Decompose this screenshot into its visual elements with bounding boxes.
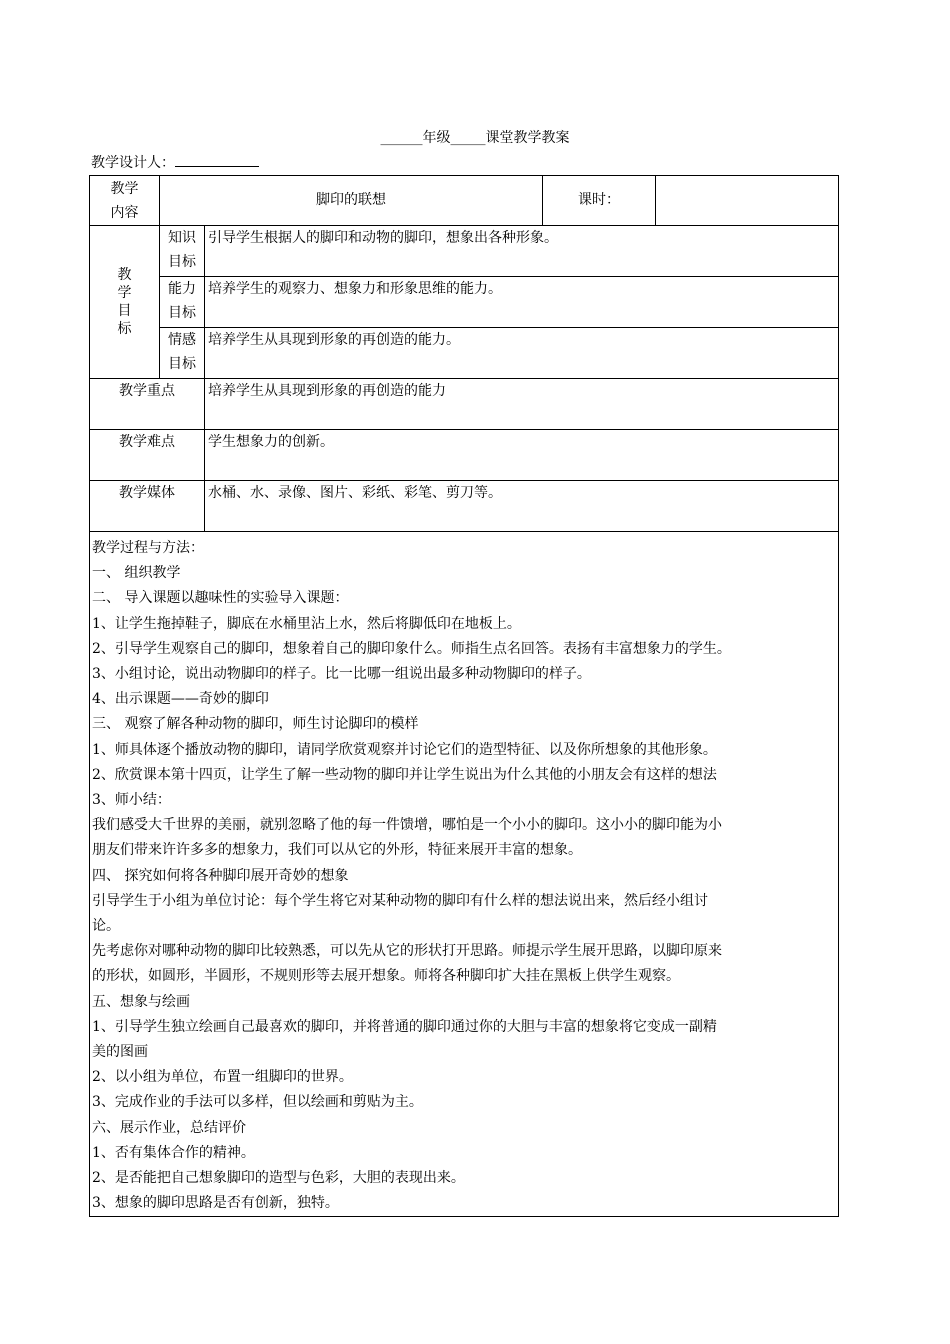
process-line: 的形状，如圆形，半圆形，不规则形等去展开想象。师将各种脚印扩大挂在黑板上供学生观察。 <box>92 968 680 985</box>
process-lines <box>92 536 836 1216</box>
content-row <box>90 176 839 226</box>
process-line: 2、欣赏课本第十四页，让学生了解一些动物的脚印并让学生说出为什么其他的小朋友会有这样的想法 <box>92 766 717 783</box>
process-line: 美的图画 <box>92 1044 148 1061</box>
objective-label-2 <box>160 277 205 328</box>
key-point-text: 培养学生从具现到形象的再创造的能力 <box>205 379 839 430</box>
process-line: 1、师具体逐个播放动物的脚印，请同学欣赏观察并讨论它们的造型特征、以及你所想象的其他形象。 <box>92 741 717 758</box>
process-row <box>90 532 839 1217</box>
hours-label: 课时： <box>543 176 656 226</box>
process-line: 四、 探究如何将各种脚印展开奇妙的想象 <box>92 867 349 884</box>
objective-label-text: 情感目标 <box>168 332 196 372</box>
objective-label-text: 知识目标 <box>168 230 196 270</box>
lesson-plan-table <box>89 175 839 1217</box>
objective-text-2: 培养学生的观察力、想象力和形象思维的能力。 <box>205 277 839 328</box>
media-row <box>90 481 839 532</box>
difficulty-label: 教学难点 <box>90 430 205 481</box>
objective-label-3 <box>160 328 205 379</box>
process-line: 1、引导学生独立绘画自己最喜欢的脚印，并将普通的脚印通过你的大胆与丰富的想象将它变成一副精 <box>92 1018 717 1035</box>
objective-row-3 <box>90 328 839 379</box>
process-line: 2、是否能把自己想象脚印的造型与色彩，大胆的表现出来。 <box>92 1170 465 1187</box>
media-text: 水桶、水、录像、图片、彩纸、彩笔、剪刀等。 <box>205 481 839 532</box>
process-line: 3、师小结： <box>92 792 171 809</box>
process-line: 1、让学生拖掉鞋子，脚底在水桶里沾上水，然后将脚低印在地板上。 <box>92 615 521 632</box>
objective-label-text: 能力目标 <box>168 281 196 321</box>
process-line: 我们感受大千世界的美丽，就别忽略了他的每一件馈增，哪怕是一个小小的脚印。这小小的脚印能为小 <box>92 817 722 834</box>
page-title: ______年级_____课堂教学教案 <box>380 130 570 146</box>
process-line: 4、出示课题——奇妙的脚印 <box>92 691 269 708</box>
process-line: 2、以小组为单位，布置一组脚印的世界。 <box>92 1069 353 1086</box>
process-line: 五、想象与绘画 <box>92 993 190 1010</box>
process-line: 二、 导入课题以趣味性的实验导入课题： <box>92 590 349 607</box>
process-line: 3、想象的脚印思路是否有创新，独特。 <box>92 1195 339 1212</box>
hours-value <box>656 176 839 226</box>
difficulty-text: 学生想象力的创新。 <box>205 430 839 481</box>
objectives-label-cell <box>90 226 160 379</box>
designer-line <box>91 152 259 173</box>
content-label-cell <box>90 176 160 226</box>
process-line: 六、展示作业，总结评价 <box>92 1119 246 1136</box>
process-line: 2、引导学生观察自己的脚印，想象着自己的脚印象什么。师指生点名回答。表扬有丰富想象力的学生。 <box>92 640 731 657</box>
process-line: 三、 观察了解各种动物的脚印，师生讨论脚印的模样 <box>92 716 419 733</box>
objective-text-1: 引导学生根据人的脚印和动物的脚印，想象出各种形象。 <box>205 226 839 277</box>
process-line: 一、 组织教学 <box>92 565 181 582</box>
key-point-label: 教学重点 <box>90 379 205 430</box>
process-line: 朋友们带来许许多多的想象力，我们可以从它的外形，特征来展开丰富的想象。 <box>92 842 582 859</box>
difficulty-row <box>90 430 839 481</box>
process-line: 论。 <box>92 918 120 935</box>
process-line: 先考虑你对哪种动物的脚印比较熟悉，可以先从它的形状打开思路。师提示学生展开思路，以脚印原来 <box>92 943 722 960</box>
objective-row-1 <box>90 226 839 277</box>
content-label: 教学内容 <box>110 180 139 221</box>
designer-label: 教学设计人： <box>91 155 175 171</box>
objectives-label: 教学目标 <box>117 267 132 337</box>
process-line: 3、完成作业的手法可以多样，但以绘画和剪贴为主。 <box>92 1094 423 1111</box>
objective-label-1 <box>160 226 205 277</box>
process-line: 教学过程与方法： <box>92 540 204 556</box>
content-value: 脚印的联想 <box>160 176 543 226</box>
media-label: 教学媒体 <box>90 481 205 532</box>
process-cell <box>90 532 839 1217</box>
objective-text-3: 培养学生从具现到形象的再创造的能力。 <box>205 328 839 379</box>
key-point-row <box>90 379 839 430</box>
process-line: 3、小组讨论，说出动物脚印的样子。比一比哪一组说出最多种动物脚印的样子。 <box>92 666 591 683</box>
process-line: 1、否有集体合作的精神。 <box>92 1144 255 1161</box>
process-line: 引导学生于小组为单位讨论：每个学生将它对某种动物的脚印有什么样的想法说出来，然后经小组讨 <box>92 892 708 909</box>
objective-row-2 <box>90 277 839 328</box>
designer-blank <box>175 152 259 167</box>
